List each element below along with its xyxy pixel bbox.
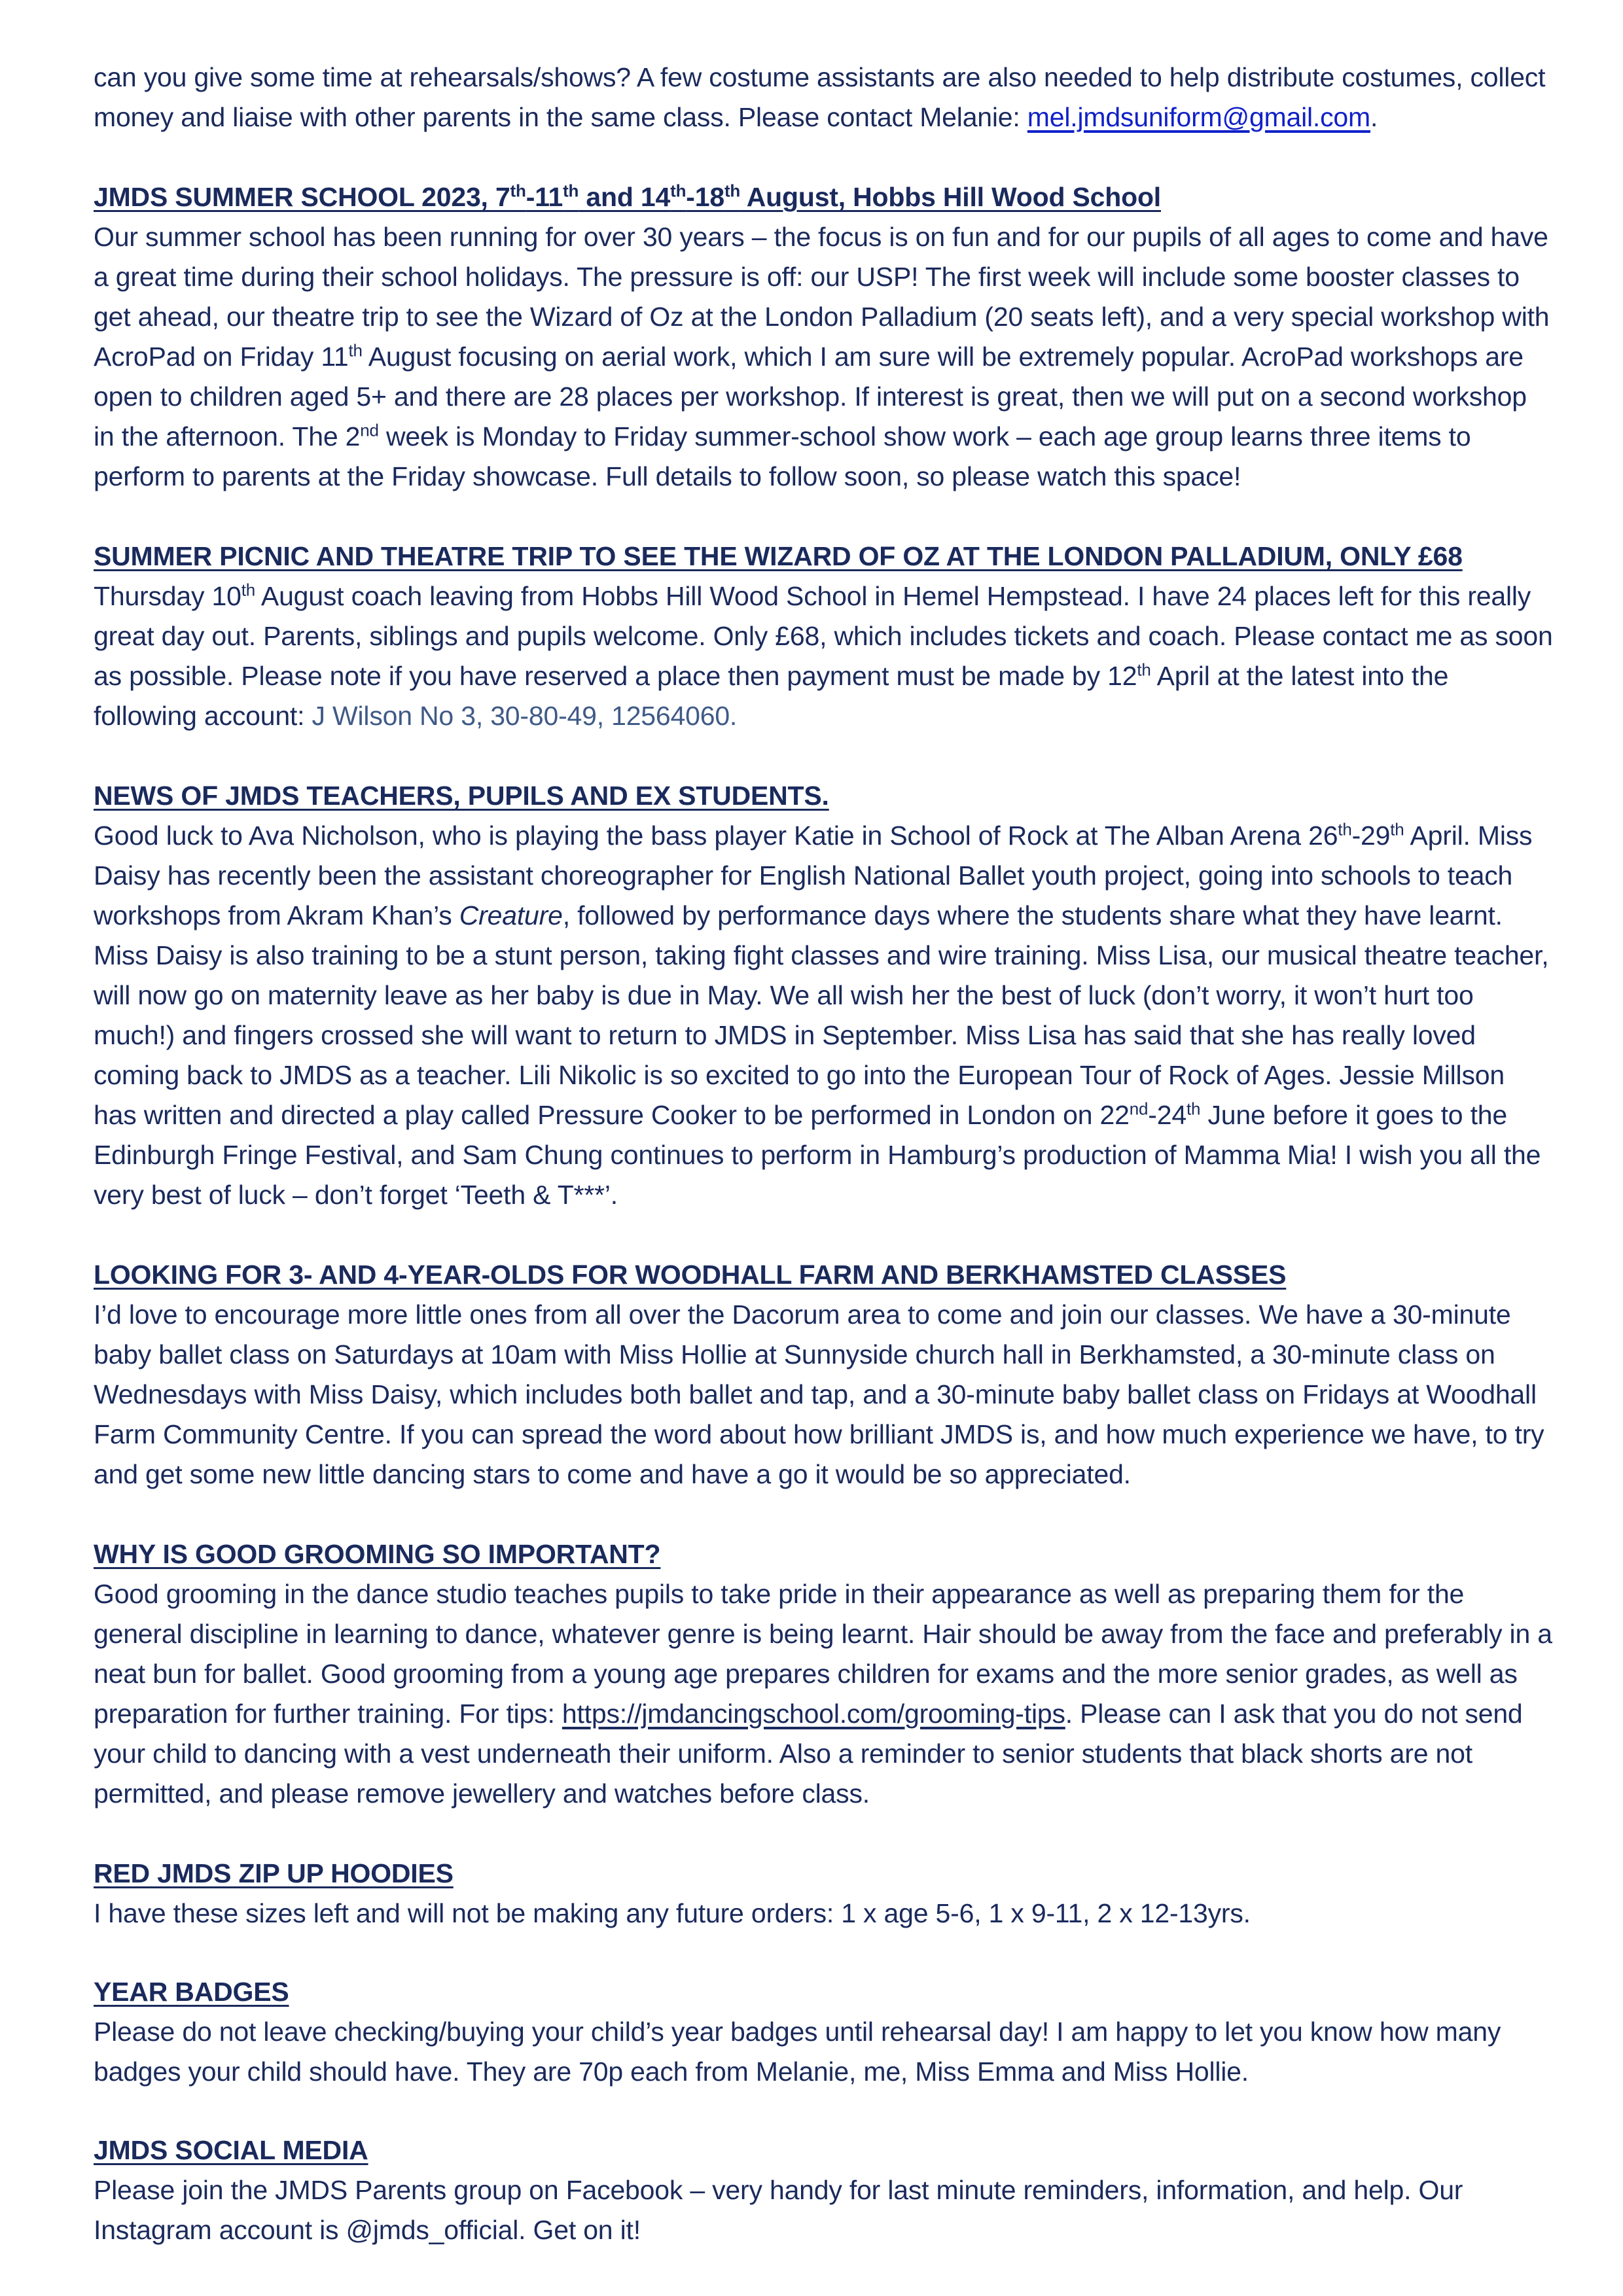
little-ones-section <box>94 1255 1553 1494</box>
intro-section <box>94 58 1553 137</box>
badges-heading: YEAR BADGES <box>94 1977 289 2007</box>
social-heading: JMDS SOCIAL MEDIA <box>94 2135 368 2165</box>
badges-paragraph: Please do not leave checking/buying your child’s year badges until rehearsal day! I am happy to let you know how many badges your child should have. They are 70p each from Melanie, me, Miss Emma and Miss Hollie. <box>94 2017 1501 2087</box>
news-heading: NEWS OF JMDS TEACHERS, PUPILS AND EX STUDENTS. <box>94 781 829 811</box>
picnic-section <box>94 537 1553 736</box>
news-section <box>94 776 1553 1215</box>
newsletter-page <box>94 58 1553 2290</box>
picnic-heading: SUMMER PICNIC AND THEATRE TRIP TO SEE THE WIZARD OF OZ AT THE LONDON PALLADIUM, ONLY £68 <box>94 541 1463 571</box>
grooming-paragraph: Good grooming in the dance studio teaches pupils to take pride in their appearance as well as preparing them for the general discipline in learning to dance, whatever genre is being learnt. Hair should be away from the face and preferably in a neat bun for ballet. Good grooming from a young age prepares children for exams and the more senior grades, as well as preparation for further training. For tips: https://jmdancingschool.com/grooming-tips. Please can I ask that you do not send your child to dancing with a vest underneath their uniform. Also a reminder to senior students that black shorts are not permitted, and please remove jewellery and watches before class. <box>94 1579 1552 1809</box>
summer-school-section <box>94 177 1553 497</box>
intro-paragraph: can you give some time at rehearsals/shows? A few costume assistants are also needed to help distribute costumes, collect money and liaise with other parents in the same class. Please contact Melanie: mel.jmdsuniform@gmail.com. <box>94 62 1546 132</box>
social-section <box>94 2130 1553 2250</box>
grooming-heading: WHY IS GOOD GROOMING SO IMPORTANT? <box>94 1539 661 1569</box>
hoodies-paragraph: I have these sizes left and will not be making any future orders: 1 x age 5-6, 1 x 9-11, 2 x 12-13yrs. <box>94 1898 1251 1928</box>
hoodies-section <box>94 1854 1553 1934</box>
summer-school-heading: JMDS SUMMER SCHOOL 2023, 7th-11th and 14th-18th August, Hobbs Hill Wood School <box>94 181 1161 212</box>
little-ones-paragraph: I’d love to encourage more little ones from all over the Dacorum area to come and join our classes. We have a 30-minute baby ballet class on Saturdays at 10am with Miss Hollie at Sunnyside church hall in Berkhamsted, a 30-minute class on Wednesdays with Miss Daisy, which includes both ballet and tap, and a 30-minute baby ballet class on Fridays at Woodhall Farm Community Centre. If you can spread the word about how brilliant JMDS is, and how much experience we have, to try and get some new little dancing stars to come and have a go it would be so appreciated. <box>94 1299 1544 1489</box>
hoodies-heading: RED JMDS ZIP UP HOODIES <box>94 1858 454 1888</box>
social-paragraph: Please join the JMDS Parents group on Facebook – very handy for last minute reminders, information, and help. Our Instagram account is @jmds_official. Get on it! <box>94 2175 1463 2245</box>
summer-school-paragraph: Our summer school has been running for over 30 years – the focus is on fun and for our pupils of all ages to come and have a great time during their school holidays. The pressure is off: our USP! The first week will include some booster classes to get ahead, our theatre trip to see the Wizard of Oz at the London Palladium (20 seats left), and a very special workshop with AcroPad on Friday 11th August focusing on aerial work, which I am sure will be extremely popular. AcroPad workshops are open to children aged 5+ and there are 28 places per workshop. If interest is great, then we will put on a second workshop in the afternoon. The 2nd week is Monday to Friday summer-school show work – each age group learns three items to perform to parents at the Friday showcase. Full details to follow soon, so please watch this space! <box>94 222 1550 491</box>
grooming-tips-link[interactable]: https://jmdancingschool.com/grooming-tips <box>562 1699 1065 1729</box>
bank-account-details: J Wilson No 3, 30-80-49, 12564060. <box>312 701 738 731</box>
melanie-email-link[interactable]: mel.jmdsuniform@gmail.com <box>1027 102 1370 132</box>
little-ones-heading: LOOKING FOR 3- AND 4-YEAR-OLDS FOR WOODHALL FARM AND BERKHAMSTED CLASSES <box>94 1260 1287 1290</box>
picnic-paragraph: Thursday 10th August coach leaving from Hobbs Hill Wood School in Hemel Hempstead. I have 24 places left for this really great day out. Parents, siblings and pupils welcome. Only £68, which includes tickets and coach. Please contact me as soon as possible. Please note if you have reserved a place then payment must be made by 12th April at the latest into the following account: J Wilson No 3, 30-80-49, 12564060. <box>94 580 1553 731</box>
news-paragraph: Good luck to Ava Nicholson, who is playing the bass player Katie in School of Rock at The Alban Arena 26th-29th April. Miss Daisy has recently been the assistant choreographer for English National Ballet youth project, going into schools to teach workshops from Akram Khan’s Creature, followed by performance days where the students share what they have learnt. Miss Daisy is also training to be a stunt person, taking fight classes and wire training. Miss Lisa, our musical theatre teacher, will now go on maternity leave as her baby is due in May. We all wish her the best of luck (don’t worry, it won’t hurt too much!) and fingers crossed she will want to return to JMDS in September. Miss Lisa has said that she has really loved coming back to JMDS as a teacher. Lili Nikolic is so excited to go into the European Tour of Rock of Ages. Jessie Millson has written and directed a play called Pressure Cooker to be performed in London on 22nd-24th June before it goes to the Edinburgh Fringe Festival, and Sam Chung continues to perform in Hamburg’s production of Mamma Mia! I wish you all the very best of luck – don’t forget ‘Teeth & T***’. <box>94 819 1549 1210</box>
badges-section <box>94 1972 1553 2092</box>
grooming-section <box>94 1534 1553 1814</box>
